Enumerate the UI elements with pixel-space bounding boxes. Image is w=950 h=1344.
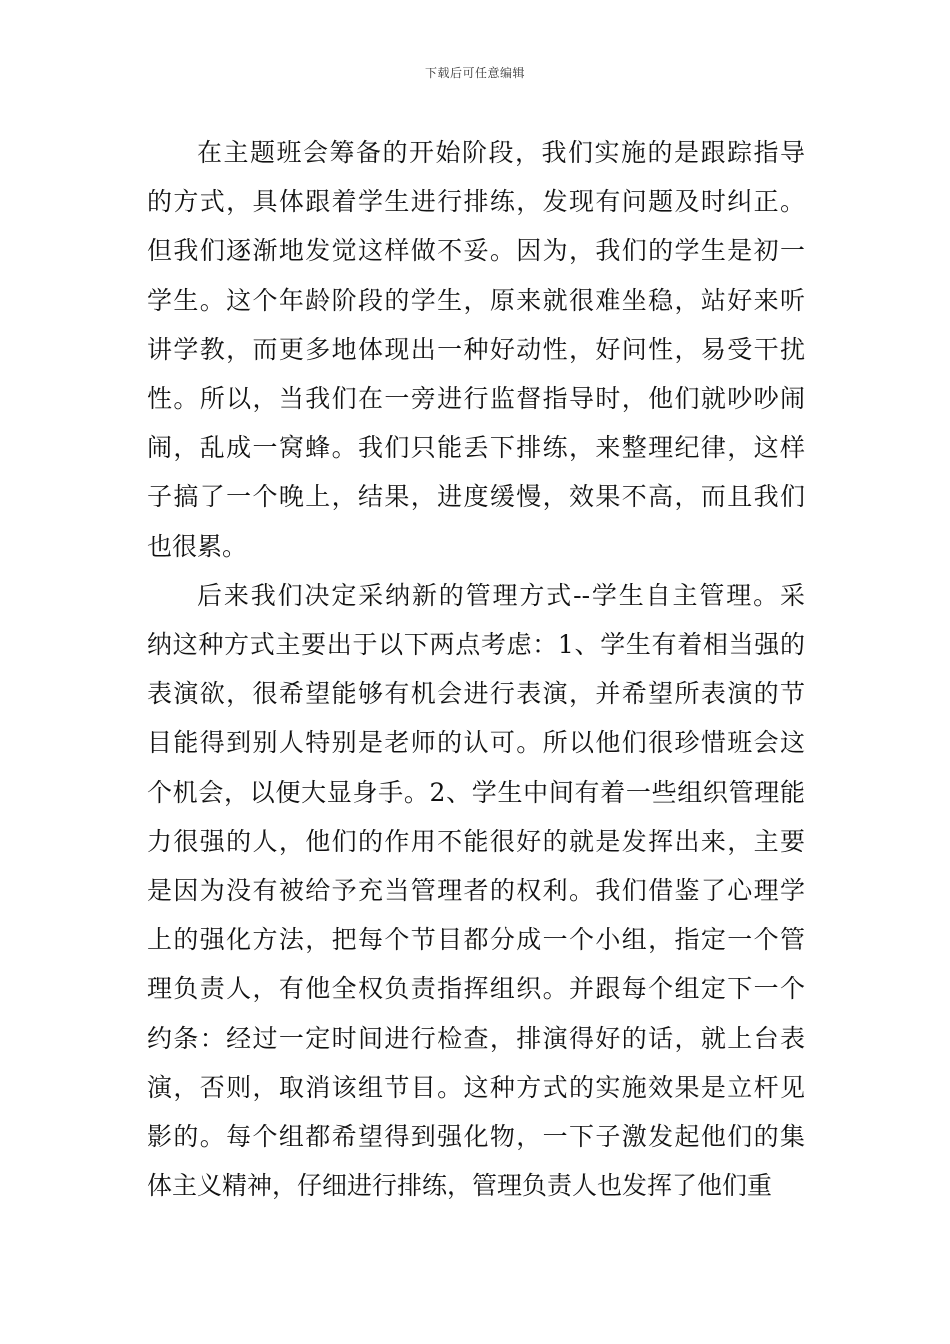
text-line: 闹，乱成一窝蜂。我们只能丢下排练，来整理纪律，这样: [147, 433, 805, 463]
body-text: [147, 128, 805, 1210]
text-line: 体主义精神，仔细进行排练，管理负责人也发挥了他们重: [147, 1171, 773, 1201]
text-line: 也很累。: [147, 531, 248, 561]
text-line: 约条：经过一定时间进行检查，排演得好的话，就上台表: [147, 1023, 805, 1053]
text-line: 是因为没有被给予充当管理者的权利。我们借鉴了心理学: [147, 876, 805, 906]
text-line: 的方式，具体跟着学生进行排练，发现有问题及时纠正。: [147, 187, 805, 217]
text-line: 理负责人，有他全权负责指挥组织。并跟每个组定下一个: [147, 974, 805, 1004]
text-line: 演，否则，取消该组节目。这种方式的实施效果是立杆见: [147, 1072, 805, 1102]
text-line: 但我们逐渐地发觉这样做不妥。因为，我们的学生是初一: [147, 236, 805, 266]
text-line: 在主题班会筹备的开始阶段，我们实施的是跟踪指导: [197, 138, 805, 167]
text-line: 纳这种方式主要出于以下两点考虑：1、学生有着相当强的: [147, 630, 805, 660]
paragraph-2: [147, 571, 805, 1211]
text-line: 后来我们决定采纳新的管理方式--学生自主管理。采: [197, 580, 805, 610]
text-line: 目能得到别人特别是老师的认可。所以他们很珍惜班会这: [147, 728, 805, 758]
text-line: 上的强化方法，把每个节目都分成一个小组，指定一个管: [147, 925, 805, 955]
text-line: 表演欲，很希望能够有机会进行表演，并希望所表演的节: [147, 679, 805, 709]
text-line: 性。所以，当我们在一旁进行监督指导时，他们就吵吵闹: [147, 384, 805, 414]
text-line: 讲学教，而更多地体现出一种好动性，好问性，易受干扰: [147, 334, 805, 364]
paragraph-1: [147, 128, 805, 571]
text-line: 力很强的人，他们的作用不能很好的就是发挥出来，主要: [147, 826, 805, 856]
text-line: 子搞了一个晚上，结果，进度缓慢，效果不高，而且我们: [147, 482, 805, 512]
text-line: 个机会，以便大显身手。2、学生中间有着一些组织管理能: [147, 777, 805, 807]
text-line: 学生。这个年龄阶段的学生，原来就很难坐稳，站好来听: [147, 285, 805, 315]
header-note: 下载后可任意编辑: [424, 66, 525, 80]
text-line: 影的。每个组都希望得到强化物，一下子激发起他们的集: [147, 1122, 805, 1152]
